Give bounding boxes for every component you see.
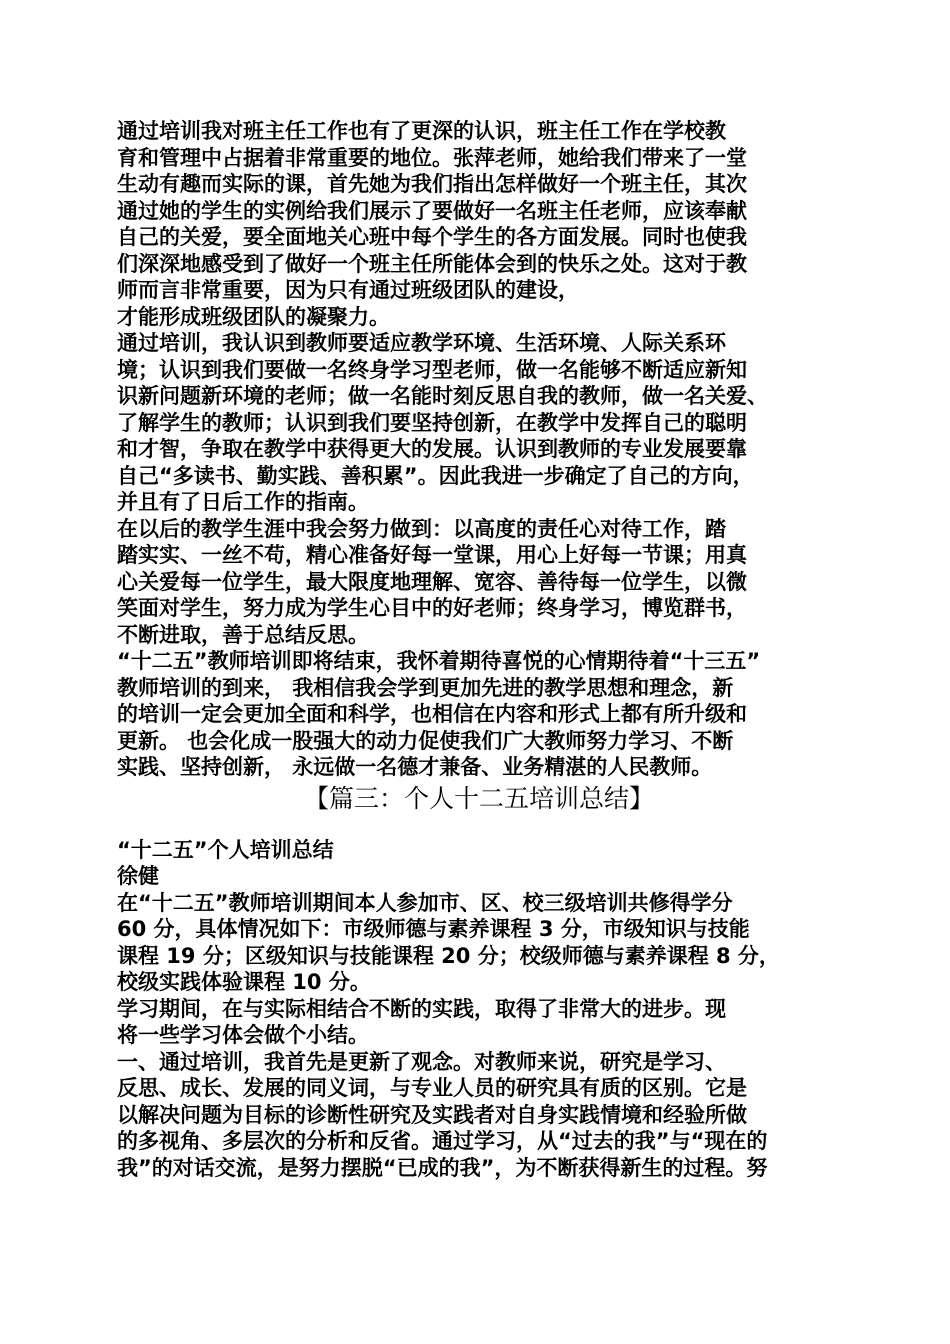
paragraph: [117, 863, 841, 890]
text-line: 在“十二五”教师培训期间本人参加市、区、校三级培训共修得学分: [117, 890, 733, 915]
text-line: 的多视角、多层次的分析和反省。通过学习，从“过去的我”与“现在的: [117, 1129, 768, 1153]
paragraph: [117, 516, 841, 649]
text-line: 踏实实、一丝不苟，精心准备好每一堂课，用心上好每一节课；用真: [117, 543, 747, 567]
text-line: 通过她的学生的实例给我们展示了要做好一名班主任老师，应该奉献: [117, 198, 747, 223]
text-line: 并且有了日后工作的指南。: [117, 490, 369, 514]
paragraph: [117, 330, 841, 516]
text-line: 一、通过培训，我首先是更新了观念。对教师来说，研究是学习、: [117, 1049, 726, 1074]
text-line: 笑面对学生，努力成为学生心目中的好老师；终身学习，博览群书，: [117, 596, 747, 620]
text-line: 育和管理中占据着非常重要的地位。张萍老师，她给我们带来了一堂: [117, 145, 747, 170]
paragraph: [117, 648, 841, 781]
text-line: 和才智，争取在教学中获得更大的发展。认识到教师的专业发展要靠: [117, 437, 747, 461]
paragraph: [117, 837, 841, 864]
text-line: 自己“多读书、勤实践、善积累”。因此我进一步确定了自己的方向，: [117, 463, 754, 488]
text-line: 以解决问题为目标的诊断性研究及实践者对自身实践情境和经验所做: [117, 1102, 747, 1127]
text-line: 校级实践体验课程 10 分。: [117, 970, 371, 994]
text-line: “十二五”教师培训即将结束，我怀着期待喜悦的心情期待着“十三五”: [117, 649, 761, 673]
section-heading: 【篇三：个人十二五培训总结】: [303, 783, 654, 813]
text-line: 通过培训我对班主任工作也有了更深的认识，班主任工作在学校教: [117, 119, 726, 143]
text-line: 60 分，具体情况如下：市级师德与素养课程 3 分，市级知识与技能: [117, 917, 750, 941]
text-line: 反思、成长、发展的同义词，与专业人员的研究具有质的区别。它是: [117, 1076, 747, 1100]
text-line: 通过培训，我认识到教师要适应教学环境、生活环境、人际关系环: [117, 331, 726, 355]
text-line: 了解学生的教师；认识到我们要坚持创新，在教学中发挥自己的聪明: [117, 410, 747, 435]
paragraph: [117, 996, 841, 1049]
paragraph: [117, 304, 841, 331]
text-line: 实践、坚持创新， 永远做一名德才兼备、业务精湛的人民教师。: [117, 755, 713, 779]
text-line: 才能形成班级团队的凝聚力。: [117, 304, 390, 329]
text-line: 在以后的教学生涯中我会努力做到：以高度的责任心对待工作，踏: [117, 516, 726, 541]
text-line: 心关爱每一位学生，最大限度地理解、宽容、善待每一位学生，以微: [117, 569, 747, 594]
text-line: 学习期间，在与实际相结合不断的实践，取得了非常大的进步。现: [117, 996, 726, 1021]
text-line: 自己的关爱，要全面地关心班中每个学生的各方面发展。同时也使我: [117, 225, 747, 249]
text-line: 将一些学习体会做个小结。: [117, 1023, 369, 1047]
text-line: 更新。 也会化成一股强大的动力促使我们广大教师努力学习、不断: [117, 728, 734, 753]
text-line: 们深深地感受到了做好一个班主任所能体会到的快乐之处。这对于教: [117, 251, 747, 276]
text-line: 课程 19 分；区级知识与技能课程 20 分；校级师德与素养课程 8 分，: [117, 943, 780, 968]
text-line: 的培训一定会更加全面和科学，也相信在内容和形式上都有所升级和: [117, 702, 747, 726]
text-line: 识新问题新环境的老师；做一名能时刻反思自我的教师，做一名关爱、: [117, 384, 768, 408]
text-line: 我”的对话交流，是努力摆脱“已成的我”，为不断获得新生的过程。努: [117, 1155, 768, 1180]
paragraph: [117, 118, 841, 304]
text-line: 境；认识到我们要做一名终身学习型老师，做一名能够不断适应新知: [117, 357, 747, 382]
text-line: 师而言非常重要，因为只有通过班级团队的建设，: [117, 278, 579, 302]
paragraph: [117, 1049, 841, 1182]
text-line: 生动有趣而实际的课，首先她为我们指出怎样做好一个班主任，其次: [117, 172, 747, 196]
text-line: 不断进取，善于总结反思。: [117, 622, 369, 647]
paragraph: [117, 890, 841, 996]
text-line: “十二五”个人培训总结: [117, 837, 334, 862]
text-line: 徐健: [117, 864, 159, 888]
text-column: [117, 118, 841, 1181]
text-line: 教师培训的到来， 我相信我会学到更加先进的教学思想和理念，新: [117, 675, 734, 700]
